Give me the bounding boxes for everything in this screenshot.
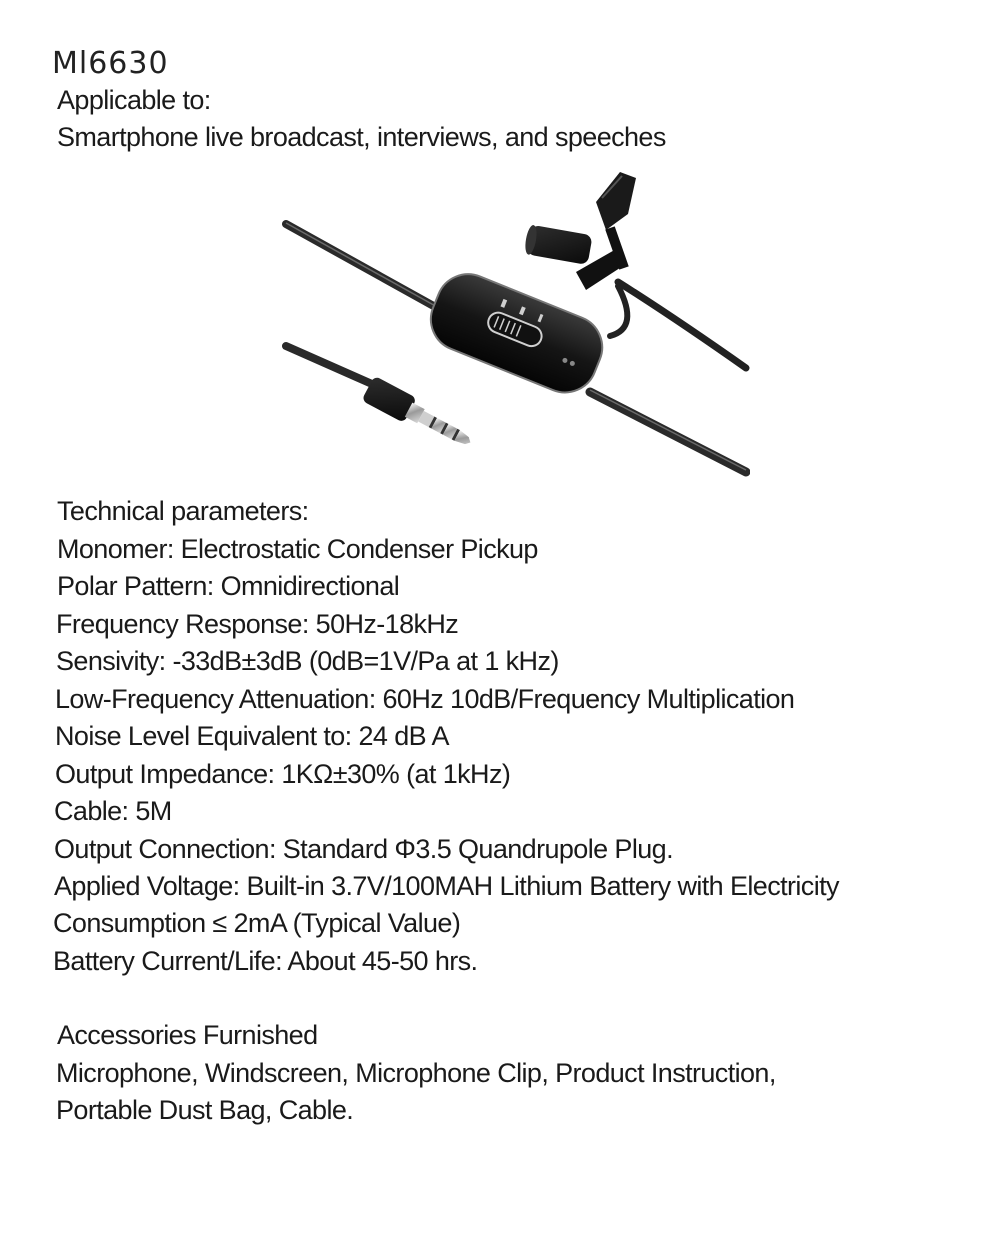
audio-plug	[361, 376, 477, 455]
spec-polar-pattern: Polar Pattern: Omnidirectional	[57, 571, 400, 601]
spec-consumption: Consumption ≤ 2mA (Typical Value)	[53, 908, 461, 938]
spec-output-connection: Output Connection: Standard Φ3.5 Quandrupole Plug.	[54, 834, 673, 864]
applicable-text: Smartphone live broadcast, interviews, and speeches	[57, 122, 666, 152]
spec-monomer: Monomer: Electrostatic Condenser Pickup	[57, 534, 538, 564]
cable-mic	[610, 282, 746, 368]
spec-output-impedance: Output Impedance: 1KΩ±30% (at 1kHz)	[55, 759, 511, 789]
applicable-heading: Applicable to:	[57, 85, 211, 115]
spec-battery-life: Battery Current/Life: About 45-50 hrs.	[53, 946, 478, 976]
microphone-clip	[576, 172, 636, 290]
technical-heading: Technical parameters:	[57, 496, 309, 526]
spec-low-frequency-attenuation: Low-Frequency Attenuation: 60Hz 10dB/Frequency Multiplication	[55, 684, 795, 714]
spec-noise-level: Noise Level Equivalent to: 24 dB A	[55, 721, 449, 751]
cable-lower	[590, 390, 746, 472]
cable-plug	[286, 346, 372, 384]
product-image	[280, 168, 750, 480]
accessories-heading: Accessories Furnished	[57, 1020, 318, 1050]
accessories-line-1: Microphone, Windscreen, Microphone Clip, Product Instruction,	[56, 1058, 776, 1088]
accessories-line-2: Portable Dust Bag, Cable.	[56, 1095, 354, 1125]
spec-frequency-response: Frequency Response: 50Hz-18kHz	[56, 609, 459, 639]
microphone-capsule	[523, 224, 592, 265]
cable-upper	[286, 223, 448, 314]
control-box	[421, 265, 612, 403]
spec-sensitivity: Sensivity: -33dB±3dB (0dB=1V/Pa at 1 kHz)	[56, 646, 559, 676]
spec-cable: Cable: 5M	[54, 796, 172, 826]
model-number: Ml6630	[52, 46, 169, 81]
spec-applied-voltage: Applied Voltage: Built-in 3.7V/100MAH Lithium Battery with Electricity	[54, 871, 839, 901]
